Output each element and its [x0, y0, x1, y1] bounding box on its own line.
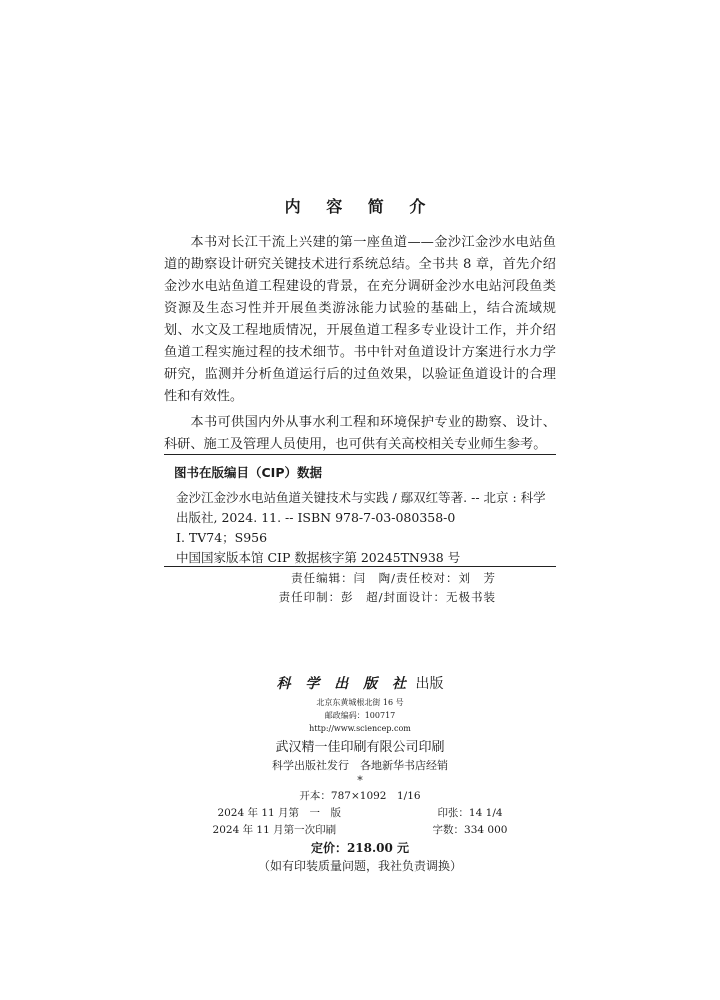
price-line: 定价：218.00 元 [310, 841, 410, 855]
staff-line-editors: 责任编辑：闫 陶/责任校对：刘 芳 [291, 571, 496, 585]
summary-title: 内 容 简 介 [284, 197, 436, 216]
cip-verification: 中国国家版本馆 CIP 数据核字第 20245TN938 号 [176, 550, 461, 565]
format-line: 开本：787×1092 1/16 [299, 790, 421, 802]
publisher-suffix: 出版 [411, 676, 444, 692]
publisher-name: 科 学 出 版 社 [276, 676, 412, 692]
summary-paragraph: 本书可供国内外从事水利工程和环境保护专业的勘察、设计、科研、施工及管理人员使用，也可供有关高校相关专业师生参考。 [164, 415, 556, 452]
quality-note: （如有印装质量问题，我社负责调换） [257, 859, 462, 873]
separator-star: * [357, 774, 363, 787]
cip-record: 金沙江金沙水电站鱼道关键技术与实践 / 鄢双红等著. -- 北京 : 科学出版社, 2024. 11. -- ISBN 978-7-03-080358-0 [176, 490, 546, 525]
cip-heading: 图书在版编目（CIP）数据 [174, 465, 322, 480]
sheets-count: 印张：14 1/4 [437, 807, 503, 819]
printer-line: 武汉精一佳印刷有限公司印刷 [275, 740, 445, 755]
summary-paragraph: 本书对长江干流上兴建的第一座鱼道——金沙江金沙水电站鱼道的勘察设计研究关键技术进行系统总结。全书共 8 章，首先介绍金沙水电站鱼道工程建设的背景，在充分调研金沙水电站河段鱼类资源及生态习性并开展鱼类游泳能力试验的基础上，结合流域规划、水文及工程地质情况，开展鱼道工程多专业设计工作，并介绍鱼道工程实施过程的技术细节。书中针对鱼道设计方案进行水力学研究，监测并分析鱼道运行后的过鱼效果，以验证鱼道设计的合理性和有效性。 [164, 235, 556, 404]
publisher-line [0, 672, 720, 696]
imprint-block [0, 672, 720, 875]
printing-date: 2024 年 11 月第一次印刷 [212, 824, 337, 836]
staff-line-production: 责任印制：彭 超/封面设计：无极书装 [278, 590, 496, 604]
publisher-postcode: 邮政编码：100717 [324, 711, 396, 720]
cip-top-rule [164, 454, 556, 455]
distribution-line: 科学出版社发行 各地新华书店经销 [272, 759, 448, 772]
publisher-website: http://www.sciencep.com [309, 724, 411, 733]
summary-body [164, 232, 556, 460]
cip-bottom-rule [164, 566, 556, 567]
publisher-address: 北京东黄城根北街 16 号 [316, 698, 404, 707]
edition-date: 2024 年 11 月第 一 版 [217, 807, 342, 819]
edition-line [0, 805, 720, 822]
cip-classification: Ⅰ. TV74；S956 [176, 530, 268, 545]
cip-block [164, 463, 556, 568]
staff-credits [164, 569, 556, 607]
printing-line [0, 822, 720, 839]
word-count: 字数：334 000 [432, 824, 508, 836]
